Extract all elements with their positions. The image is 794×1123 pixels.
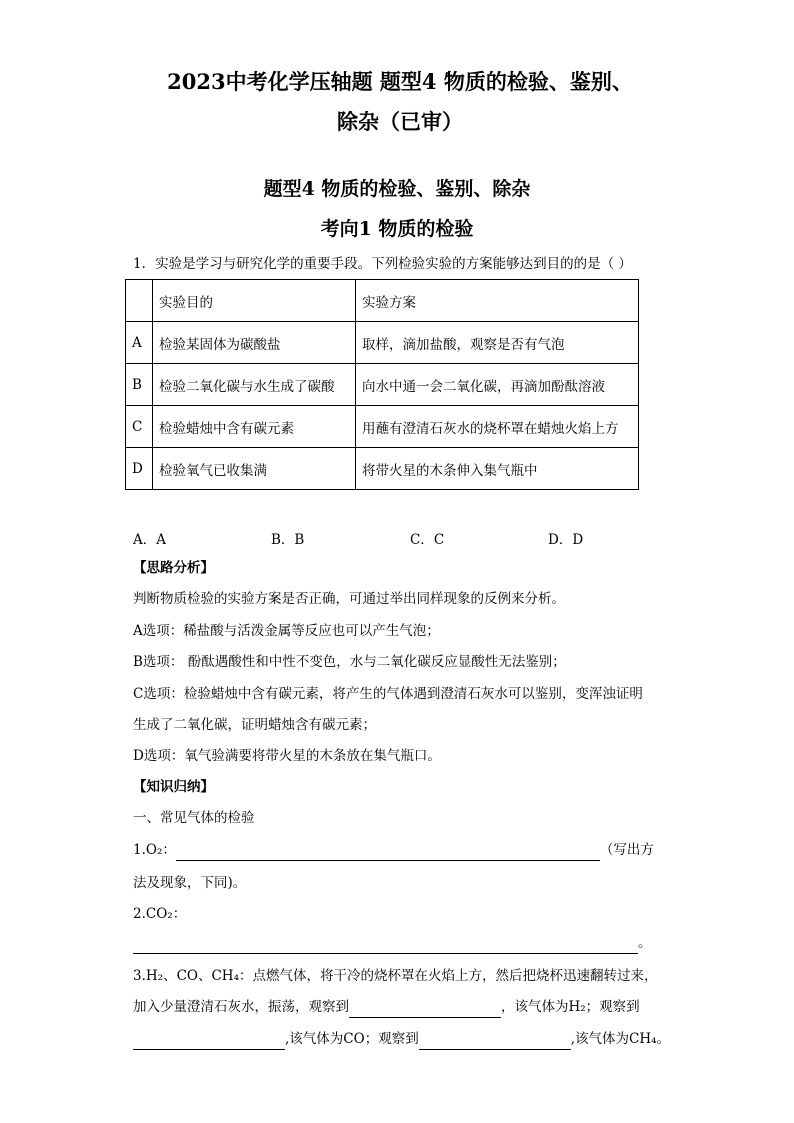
row-label: B: [126, 364, 153, 406]
co2-period: 。: [638, 935, 652, 951]
row-purpose: 检验二氧化碳与水生成了碳酸: [153, 364, 356, 406]
row-plan: 用蘸有澄清石灰水的烧杯罩在蜡烛火焰上方: [356, 406, 639, 448]
analysis-line: A选项：稀盐酸与活泼金属等反应也可以产生气泡；: [133, 623, 440, 639]
q3-text-a: 加入少量澄清石灰水，振荡，观察到: [133, 999, 349, 1015]
option-c: C．C: [410, 532, 445, 548]
experiment-table: [125, 279, 639, 490]
co2-answer-blank[interactable]: [133, 937, 638, 954]
o2-line: [133, 839, 654, 861]
analysis-line: 生成了二氧化碳，证明蜡烛含有碳元素；: [133, 717, 376, 733]
co-answer-blank[interactable]: [133, 1033, 285, 1050]
header-cell: 实验方案: [356, 280, 639, 322]
knowledge-section: 一、常见气体的检验: [133, 810, 255, 826]
o2-tail: （写出方: [599, 842, 654, 858]
table-row: [126, 406, 639, 448]
row-label: C: [126, 406, 153, 448]
option-d: D．D: [548, 532, 584, 548]
document-title: [120, 62, 680, 142]
row-purpose: 检验蜡烛中含有碳元素: [153, 406, 356, 448]
subsection-title: 考向1 物质的检验: [320, 218, 474, 240]
question-text: 1．实验是学习与研究化学的重要手段。下列检验实验的方案能够达到目的的是（ ）: [133, 256, 632, 272]
analysis-line: 判断物质检验的实验方案是否正确，可通过举出同样现象的反例来分析。: [133, 591, 565, 607]
o2-answer-blank[interactable]: [176, 844, 600, 861]
o2-continuation: 法及现象，下同)。: [133, 875, 247, 891]
q3-line-1: 3.H₂、CO、CH₄：点燃气体，将干冷的烧杯罩在火焰上方，然后把烧杯迅速翻转过来，: [133, 968, 658, 984]
table-row: [126, 448, 639, 490]
row-purpose: 检验某固体为碳酸盐: [153, 322, 356, 364]
analysis-line: D选项：氧气验满要将带火星的木条放在集气瓶口。: [133, 748, 441, 764]
co2-line: [133, 932, 652, 954]
knowledge-heading: 【知识归纳】: [133, 779, 214, 795]
header-cell: 实验目的: [153, 280, 356, 322]
q3-line-3: [133, 1028, 670, 1050]
q3-line-2: [133, 996, 640, 1018]
row-plan: 将带火星的木条伸入集气瓶中: [356, 448, 639, 490]
table-header-row: [126, 280, 639, 322]
title-line-1: 2023中考化学压轴题 题型4 物质的检验、鉴别、: [167, 69, 633, 94]
q3-text-b: ，该气体为H₂；观察到: [501, 999, 640, 1015]
option-b: B．B: [271, 532, 305, 548]
analysis-heading: 【思路分析】: [133, 560, 214, 576]
section-title: 题型4 物质的检验、鉴别、除杂: [263, 178, 531, 200]
co2-label: 2.CO₂：: [133, 906, 187, 922]
analysis-line: C选项：检验蜡烛中含有碳元素，将产生的气体遇到澄清石灰水可以鉴别，变浑浊证明: [133, 686, 643, 702]
header-cell: [126, 280, 153, 322]
row-plan: 向水中通一会二氧化碳，再滴加酚酞溶液: [356, 364, 639, 406]
row-plan: 取样，滴加盐酸，观察是否有气泡: [356, 322, 639, 364]
option-a: A．A: [133, 532, 166, 548]
row-purpose: 检验氧气已收集满: [153, 448, 356, 490]
analysis-line: B选项： 酚酞遇酸性和中性不变色，水与二氧化碳反应显酸性无法鉴别；: [133, 654, 566, 670]
q3-text-d: ,该气体为CH₄。: [570, 1031, 671, 1047]
h2-answer-blank[interactable]: [349, 1001, 501, 1018]
row-label: A: [126, 322, 153, 364]
q3-text-c: ,该气体为CO；观察到: [285, 1031, 419, 1047]
ch4-answer-blank[interactable]: [419, 1033, 571, 1050]
row-label: D: [126, 448, 153, 490]
table-row: [126, 364, 639, 406]
o2-label: 1.O₂：: [133, 842, 176, 858]
table-row: [126, 322, 639, 364]
title-line-2: 除杂（已审）: [337, 109, 463, 134]
